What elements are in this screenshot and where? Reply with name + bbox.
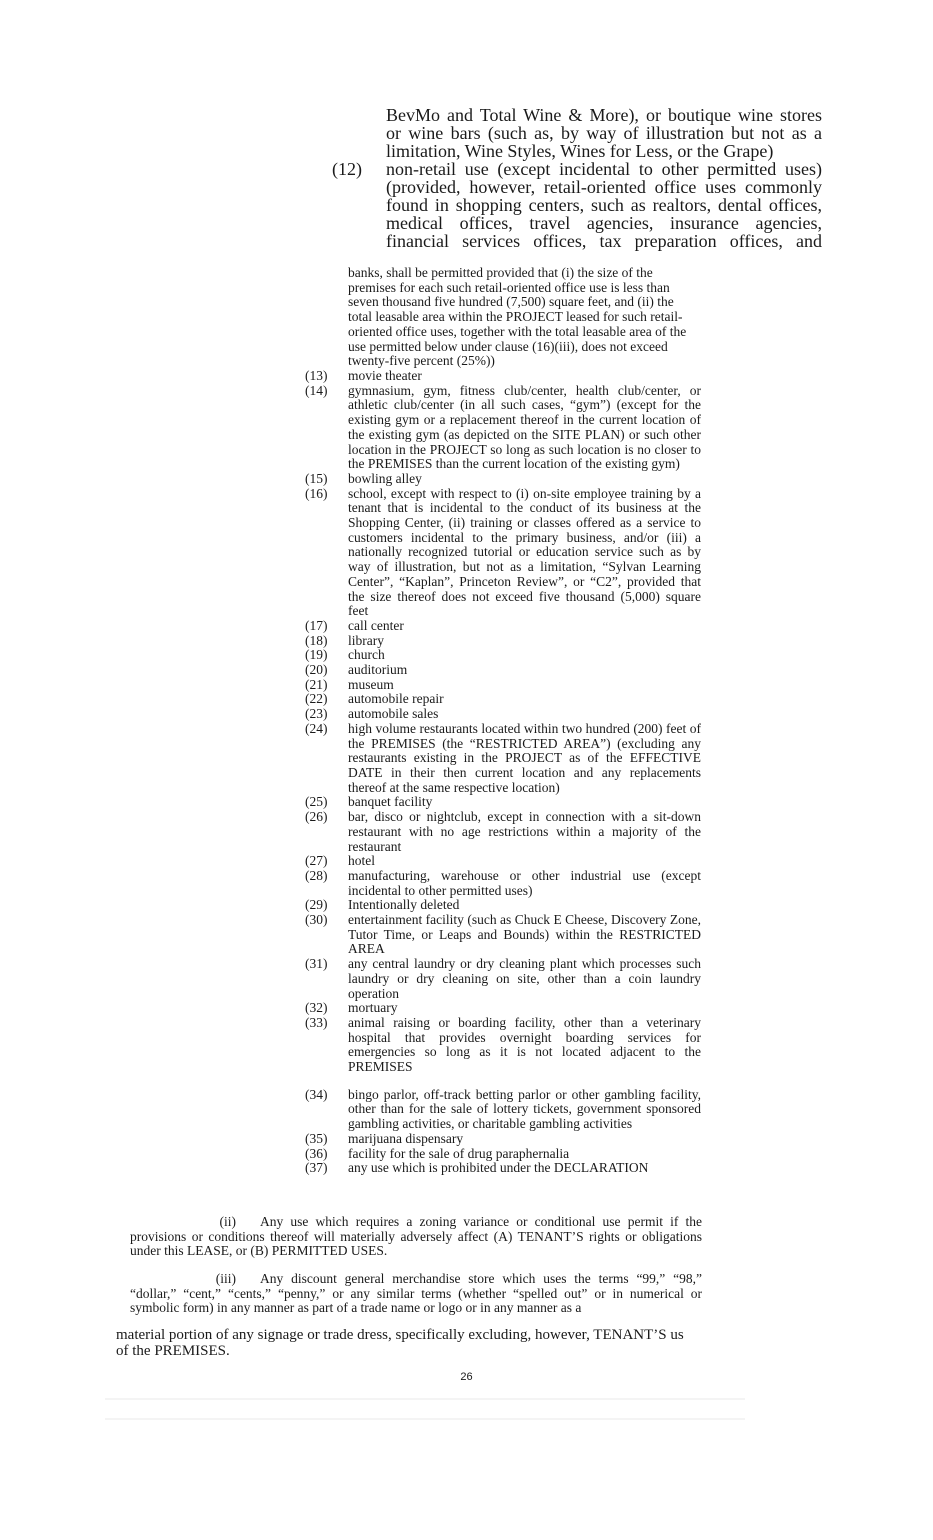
list-item [305, 619, 701, 634]
item-number: (35) [305, 1130, 328, 1146]
item-text: library [348, 632, 384, 648]
item-number: (31) [305, 956, 328, 972]
clause-ii [130, 1215, 702, 1259]
list-item [305, 869, 701, 898]
item-text-line: medical offices, travel agencies, insurance agencies, [386, 213, 822, 233]
list-item [305, 795, 701, 810]
item-text: marijuana dispensary [348, 1130, 464, 1146]
item-number: (12) [332, 159, 362, 179]
item-text: any central laundry or dry cleaning plant which processes such laundry or dry cleaning on site, other than a coin laundry operation [348, 956, 701, 1001]
list-item [305, 634, 701, 649]
item-number: (21) [305, 676, 328, 692]
clause-text: Any discount general merchandise store which uses the terms “99,” “98,” “dollar,” “cent,” “cents,” “penny,” or any similar terms (whether “spelled out” or in numerical or symbolic form) in any manner as part of a trade name or logo or in any manner as a [130, 1271, 702, 1316]
item-text: hotel [348, 853, 375, 869]
list-item [305, 898, 701, 913]
item-text: manufacturing, warehouse or other industrial use (except incidental to other permitted uses) [348, 867, 701, 898]
continuation-line: or wine bars (such as, by way of illustration but not as a [386, 123, 822, 143]
list-item [305, 913, 701, 957]
item-text: any use which is prohibited under the DECLARATION [348, 1160, 649, 1176]
item-text: automobile repair [348, 691, 444, 707]
item-text: automobile sales [348, 706, 439, 722]
item-text: museum [348, 676, 394, 692]
item-text: mortuary [348, 1000, 398, 1016]
list-item [305, 810, 701, 854]
item-text-line: financial services offices, tax preparation offices, and [386, 231, 822, 251]
list-item [305, 854, 701, 869]
clause-label: (ii) [219, 1214, 236, 1229]
item-text-line: non-retail use (except incidental to other permitted uses) [386, 159, 822, 179]
list-item [305, 692, 701, 707]
list-item [305, 1132, 701, 1147]
clause-text: Any use which requires a zoning variance or conditional use permit if the provisions or conditions thereof will materially adversely affect (A) TENANT’S rights or obligations under this LEASE, or (B) PERMITTED USES. [130, 1214, 702, 1259]
list-item [305, 1016, 701, 1075]
item-number: (19) [305, 647, 328, 663]
item-number: (16) [305, 485, 328, 501]
list-item [305, 648, 701, 663]
item-text: gymnasium, gym, fitness club/center, health club/center, or athletic club/center (in all such cases, “gym”) (except for the existing gym or a replacement thereof in the current location of the existing gym (as depicted on the SITE PLAN) or such other location in the PROJECT so long as such location is no closer to the PREMISES than the current location of the existing gym) [348, 382, 701, 472]
item-number: (15) [305, 470, 328, 486]
item-text: bingo parlor, off-track betting parlor or other gambling facility, other than for the sale of lottery tickets, government sponsored gambling activities, or charitable gambling activities [348, 1086, 701, 1132]
item-text-line: (provided, however, retail-oriented office uses commonly [386, 177, 822, 197]
item-number: (14) [305, 382, 328, 398]
item-number: (13) [305, 368, 328, 383]
item-number: (36) [305, 1145, 328, 1161]
continuation-line: BevMo and Total Wine & More), or boutique wine stores [386, 105, 822, 125]
item-text: bowling alley [348, 470, 422, 486]
list-item [305, 472, 701, 487]
item-number: (20) [305, 662, 328, 678]
item-number: (27) [305, 853, 328, 869]
item-text: bar, disco or nightclub, except in connection with a sit-down restaurant with no age restrictions within a majority of the restaurant [348, 809, 701, 854]
item-text: banquet facility [348, 794, 433, 810]
item-number: (17) [305, 617, 328, 633]
item-number: (28) [305, 867, 328, 883]
item-text [386, 160, 822, 250]
item-number: (33) [305, 1014, 328, 1030]
item-text: school, except with respect to (i) on-site employee training by a tenant that is incidental to the conduct of its business at the Shopping Center, (ii) training or classes offered as a service to customers incidental to the primary business, and/or (iii) a nationally recognized tutorial or education service such as by way of illustration, but not as a limitation, “Sylvan Learning Center”, “Kaplan”, Princeton Review”, or “C2”, provided that the size thereof does not exceed five thousand (5,000) square feet [348, 485, 701, 619]
tail-line: material portion of any signage or trade dress, specifically excluding, however, TENANT’S us [116, 1328, 684, 1343]
list-item [305, 663, 701, 678]
item-text: auditorium [348, 662, 408, 678]
page-number: 26 [460, 1371, 473, 1383]
list-item [305, 1001, 701, 1016]
faint-bleed-through [105, 1418, 745, 1420]
item-number: (25) [305, 794, 328, 810]
item-12-continuation: banks, shall be permitted provided that (i) the size of the premises for each such retail-oriented office use is less than seven thousand five hundred (7,500) square feet, and (ii) the total leasable area within the PROJECT leased for such retail-oriented office uses, together with the total leasable area of the use permitted below under clause (16)(iii), does not exceed twenty-five percent (25%)) [348, 265, 687, 369]
item-number: (18) [305, 632, 328, 648]
restricted-uses-list [305, 369, 701, 1176]
item-text: call center [348, 617, 404, 633]
list-item-12 [332, 160, 822, 250]
item-text: movie theater [348, 368, 422, 383]
item-text: facility for the sale of drug paraphernalia [348, 1145, 570, 1161]
top-continuation-block [332, 106, 822, 250]
item-text: entertainment facility (such as Chuck E Cheese, Discovery Zone, Tutor Time, or Leaps and Bounds) within the RESTRICTED AREA [348, 912, 701, 957]
list-item [305, 1161, 701, 1176]
clause-label: (iii) [215, 1271, 236, 1286]
item-number: (30) [305, 912, 328, 928]
list-item [305, 369, 701, 384]
item-number: (37) [305, 1160, 328, 1176]
list-item [305, 1088, 701, 1132]
item-number: (32) [305, 1000, 328, 1016]
item-text-line: found in shopping centers, such as realtors, dental offices, [386, 195, 822, 215]
item-text: animal raising or boarding facility, other than a veterinary hospital that provides overnight boarding services for emergencies so long as it is not located adjacent to the PREMISES [348, 1014, 701, 1075]
item-text: high volume restaurants located within two hundred (200) feet of the PREMISES (the “RESTRICTED AREA”) (excluding any restaurants existing in the PROJECT as of the EFFECTIVE DATE in their then current location and any replacements thereof at the same respective location) [348, 720, 701, 795]
list-item [305, 384, 701, 472]
continuation-tail [116, 1328, 722, 1359]
list-item [305, 678, 701, 693]
item-number: (29) [305, 897, 328, 913]
list-item [305, 957, 701, 1001]
list-item [305, 722, 701, 796]
item-number: (22) [305, 691, 328, 707]
tail-line: of the PREMISES. [116, 1342, 230, 1359]
list-item [305, 1147, 701, 1162]
item-number: (34) [305, 1086, 328, 1102]
clause-iii [130, 1272, 702, 1316]
list-item [305, 487, 701, 619]
item-number: (26) [305, 809, 328, 825]
item-number: (23) [305, 706, 328, 722]
item-text: Intentionally deleted [348, 897, 460, 913]
list-item [305, 707, 701, 722]
faint-bleed-through [105, 1398, 745, 1400]
continuation-line: limitation, Wine Styles, Wines for Less, or the Grape) [386, 141, 774, 161]
item-number: (24) [305, 720, 328, 736]
item-text: church [348, 647, 385, 663]
